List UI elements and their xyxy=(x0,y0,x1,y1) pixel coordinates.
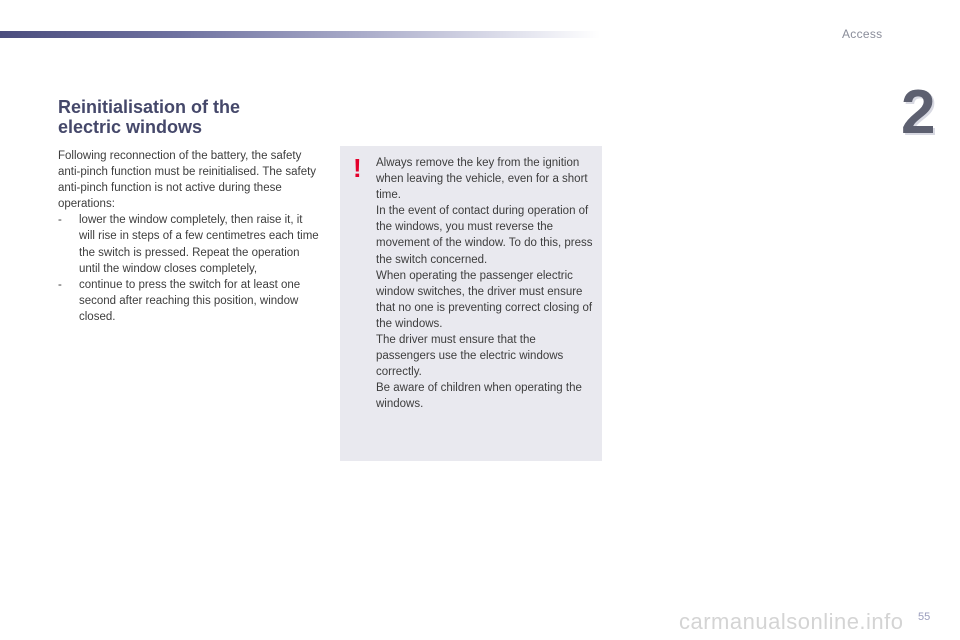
bullet-marker: - xyxy=(58,278,62,291)
warning-box xyxy=(340,146,602,461)
exclamation-icon: ! xyxy=(353,153,362,183)
header-decorative-band xyxy=(0,31,600,38)
list-item-text: lower the window completely, then raise it, it will rise in steps of a few centimetres each time the switch is pressed. Repeat the operation until the window closes completely, xyxy=(79,214,319,275)
warning-paragraph: In the event of contact during operation of the windows, you must reverse the movement of the window. To do this, press the switch concerned. xyxy=(376,205,593,266)
section-label: Access xyxy=(842,27,883,41)
warning-paragraph: Always remove the key from the ignition when leaving the vehicle, even for a short time. xyxy=(376,157,588,202)
list-item xyxy=(58,212,320,276)
intro-paragraph: Following reconnection of the battery, the safety anti-pinch function must be reinitialised. The safety anti-pinch function is not active during these operations: xyxy=(58,150,317,211)
watermark: carmanualsonline.info xyxy=(679,609,904,634)
list-item xyxy=(58,277,320,325)
title-line-1: Reinitialisation of the xyxy=(58,97,241,117)
warning-text xyxy=(376,155,596,413)
warning-paragraph: When operating the passenger electric window switches, the driver must ensure that no one is preventing correct closing of the windows. xyxy=(376,269,593,330)
warning-paragraph: Be aware of children when operating the windows. xyxy=(376,382,582,411)
steps-list xyxy=(58,212,320,325)
page-title xyxy=(58,97,240,137)
page-number: 55 xyxy=(918,611,931,623)
title-line-2: electric windows xyxy=(58,117,203,137)
bullet-marker: - xyxy=(58,214,62,227)
warning-paragraph: The driver must ensure that the passengers use the electric windows correctly. xyxy=(376,334,564,379)
reinitialisation-instructions xyxy=(58,148,320,325)
chapter-number: 2 xyxy=(901,78,936,147)
list-item-text: continue to press the switch for at least one second after reaching this position, window closed. xyxy=(79,278,301,323)
